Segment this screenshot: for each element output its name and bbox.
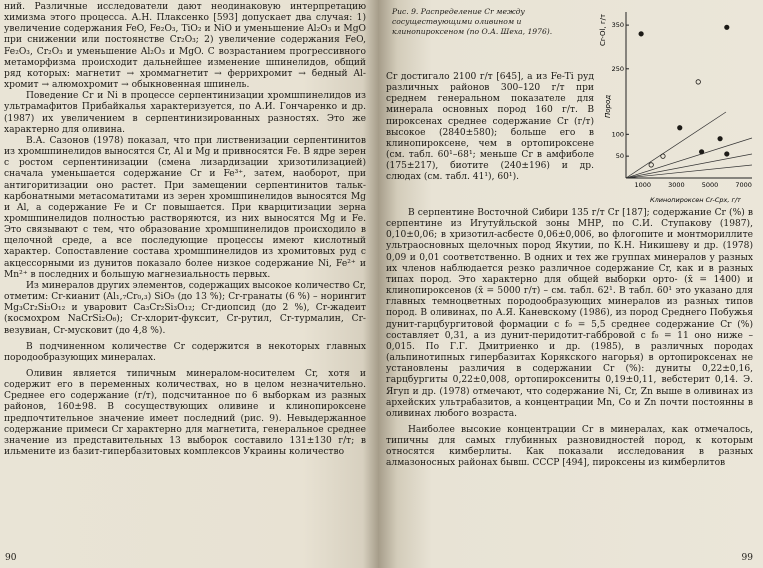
paragraph: Наиболее высокие концентрации Cr в минералах, как отмечалось, типичны для самых глубинных разновидностей пород, к которым относятся кимберлиты. Как показали исследования в разных алмазоносных районах бывш. СССР [494], пироксены из кимберлитов xyxy=(386,424,753,469)
paragraph: Поведение Cr и Ni в процессе серпентинизации хромшпинелидов из ультрамафитов Прибайкалья характеризуется, по А.И. Гончаренко и др. (1987) их увеличением в серпентинизированных разностях. Это же характерно для оливина. xyxy=(4,91,366,135)
x-tick-label: 5000 xyxy=(701,181,719,189)
paragraph: В подчиненном количестве Cr содержится в некоторых главных породообразующих минералах. xyxy=(4,341,366,363)
y-tick-label: 100 xyxy=(611,130,624,139)
paragraph: В серпентине Восточной Сибири 135 г/т Cr [187]; содержание Cr (%) в серпентине из Игутуйльской зоны МНР, по С.И. Ступакову (1987), 0,10±0,06; в хризотил-асбесте 0,06±0,006, во флогопите и монтмориллите ультраосновных щелочных пород Якутии, по К.Н. Никишеву и др. (1978) 0,09 и 0,01 соответственно. В одних и тех же группах минералов у разных их членов наблюдается резко различное содержание Cr, как и в разных типах пород. Это характерно для общей выборки орто- (x̄ = 1400) и клинопироксенов (x̄ = 5000 г/т) – см. табл. 62¹. В табл. 60¹ это указано для главных темноцветных породообразующих минералов из разных типов пород. В оливинах, по А.Я. Каневскому (1986), из пород Среднего Побужья дунит-гарцбургитовой формации с f₀ = 5,5 среднее содержание Cr (%) составляет 0,31, а из дунит-перидотит-габбровой с f₀ = 11 оно ниже – 0,015. По Г.Г. Дмитриенко и др. (1985), в различных породах (альпинотипных гипербазитах Корякского нагорья) в ортопироксенах не установлены различия в содержании Cr (%): дуниты 0,22±0,16, гарцбургиты 0,22±0,008, ортопироксениты 0,19±0,11, вебстерит 0,14. Э. Ягуп и др. (1978) отмечают, что содержание Ni, Cr, Zn выше в оливинах из архейских ультрабазитов, а концентрации Mn, Co и Zn почти постоянны в оливинах любого возраста. xyxy=(386,208,753,419)
data-point xyxy=(699,150,703,154)
y-axis-label: Cr-Ol, г/т xyxy=(599,13,607,46)
y-tick-label: 50 xyxy=(615,152,624,161)
y-tick-label: 250 xyxy=(611,64,624,73)
x-axis-label: Клинопироксен Cr-Cpx, г/т xyxy=(650,196,741,204)
data-point xyxy=(696,80,700,84)
page-number: 99 xyxy=(741,553,753,563)
right-page xyxy=(378,0,763,568)
data-point xyxy=(718,136,722,140)
data-point xyxy=(725,152,729,156)
trend-line xyxy=(626,138,752,178)
figure-caption: Рис. 9. Распределение Cr между сосуществующими оливином и клинопироксеном (по О.А. Шеха, 1976). xyxy=(392,7,553,36)
data-point xyxy=(661,154,665,158)
trend-line xyxy=(626,154,752,178)
trend-line xyxy=(626,165,752,178)
right-top-text: Cr достигало 2100 г/т [645], а из Fe-Ti руд различных районов 300–120 г/т при среднем генеральном показателе для минерала основных пород 160 г/т. В пироксенах среднее содержание Cr (г/т) высокое (2840±580); больше его в клинопироксене, чем в ортопироксене (см. табл. 60¹–68¹; меньше Cr в амфиболе (175±217), биотите (240±196) и др. слюдах (см. табл. 41¹), 60¹). xyxy=(386,72,594,183)
y-axis-label: Пород xyxy=(604,94,612,118)
left-page xyxy=(0,0,378,568)
x-tick-label: 7000 xyxy=(735,181,752,189)
data-point xyxy=(639,32,643,36)
x-tick-label: 3000 xyxy=(668,181,685,189)
y-tick-label: 350 xyxy=(611,21,624,30)
data-point xyxy=(649,163,653,167)
figure-9-chart xyxy=(596,2,758,206)
paragraph: В.А. Сазонов (1978) показал, что при лиственизации серпентинитов из хромшпинелидов выносятся Cr, Al и Mg и привносятся Fe. В ядре зерен с ростом серпентинизации (смена лизардизации хризотилизацией) сначала уменьшается содержание Cr и Fe³⁺, затем, наоборот, при антигоритизации оно растет. При замещении серпентинитов тальк-карбонатными метасоматитами из зерен хромшпинелидов выносятся Mg и Al, а содержание Fe и Cr повышается. При кварцитизации зерна хромшпинелидов полностью растворяются, из них выносятся Mg и Fe. Это связывают с тем, что образование хромшпинелидов происходило в щелочной среде, а все последующие процессы имеют кислотный характер. Сопоставление состава хромшпинелидов из хромитовых руд с акцессорными из дунитов показало более низкое содержание Ni, Fe²⁺ и Mn²⁺ в последних и большую магнезиальность первых. xyxy=(4,135,366,280)
right-main-text xyxy=(386,208,753,470)
page-number: 90 xyxy=(5,553,17,563)
left-text-column xyxy=(4,2,366,458)
data-point xyxy=(678,126,682,130)
paragraph: Оливин является типичным минералом-носителем Cr, хотя и содержит его в переменных количествах, но в целом незначительно. Среднее его содержание (г/т), подсчитанное по 6 выборкам из разных районов, 160±98. В сосуществующих оливине и клинопироксене предпочтительное значение имеет последний (рис. 9). Невыдержанное содержание примеси Cr характерно для магнетита, генеральное среднее значение из представительных 13 выборок составило 131±130 г/т; в ильмените из базит-гипербазитовых комплексов Украины количество xyxy=(4,369,366,458)
paragraph: ний. Различные исследователи дают неодинаковую интерпретацию химизма этого процесса. А.Н. Плаксенко [593] допускает два случая: 1) увеличение содержания FeO, Fe₂O₃, TiO₂ и NiO и уменьшение Al₂O₃ и MgO при снижении или постоянстве Cr₂O₃; 2) увеличение содержания FeO, Fe₂O₃, Cr₂O₃ и уменьшение Al₂O₃ и MgO. С возрастанием прогрессивного метаморфизма происходит дальнейшее изменение шпинелидов, общий ряд которых: магнетит → хроммагнетит → феррихромит → бедный Al-хромит → алюмохромит → обыкновенная шпинель. xyxy=(4,2,366,91)
x-tick-label: 1000 xyxy=(634,181,652,189)
paragraph: Из минералов других элементов, содержащих высокое количество Cr, отметим: Cr-кианит (Al₁,₇Cr₀,₃) SiO₅ (до 13 %); Cr-гранаты (6 %) – норингит Mg₃Cr₂Si₃O₁₂ и уваровит Ca₃Cr₂Si₃O₁₂; Cr-диопсид (до 2 %), Cr-жадеит (космохром NaCrSi₂O₆); Cr-хлорит-фуксит, Cr-рутил, Cr-турмалин, Cr-везувиан, Cr-мусковит (до 4,8 %). xyxy=(4,280,366,336)
data-point xyxy=(725,25,729,29)
trend-line xyxy=(626,112,726,178)
